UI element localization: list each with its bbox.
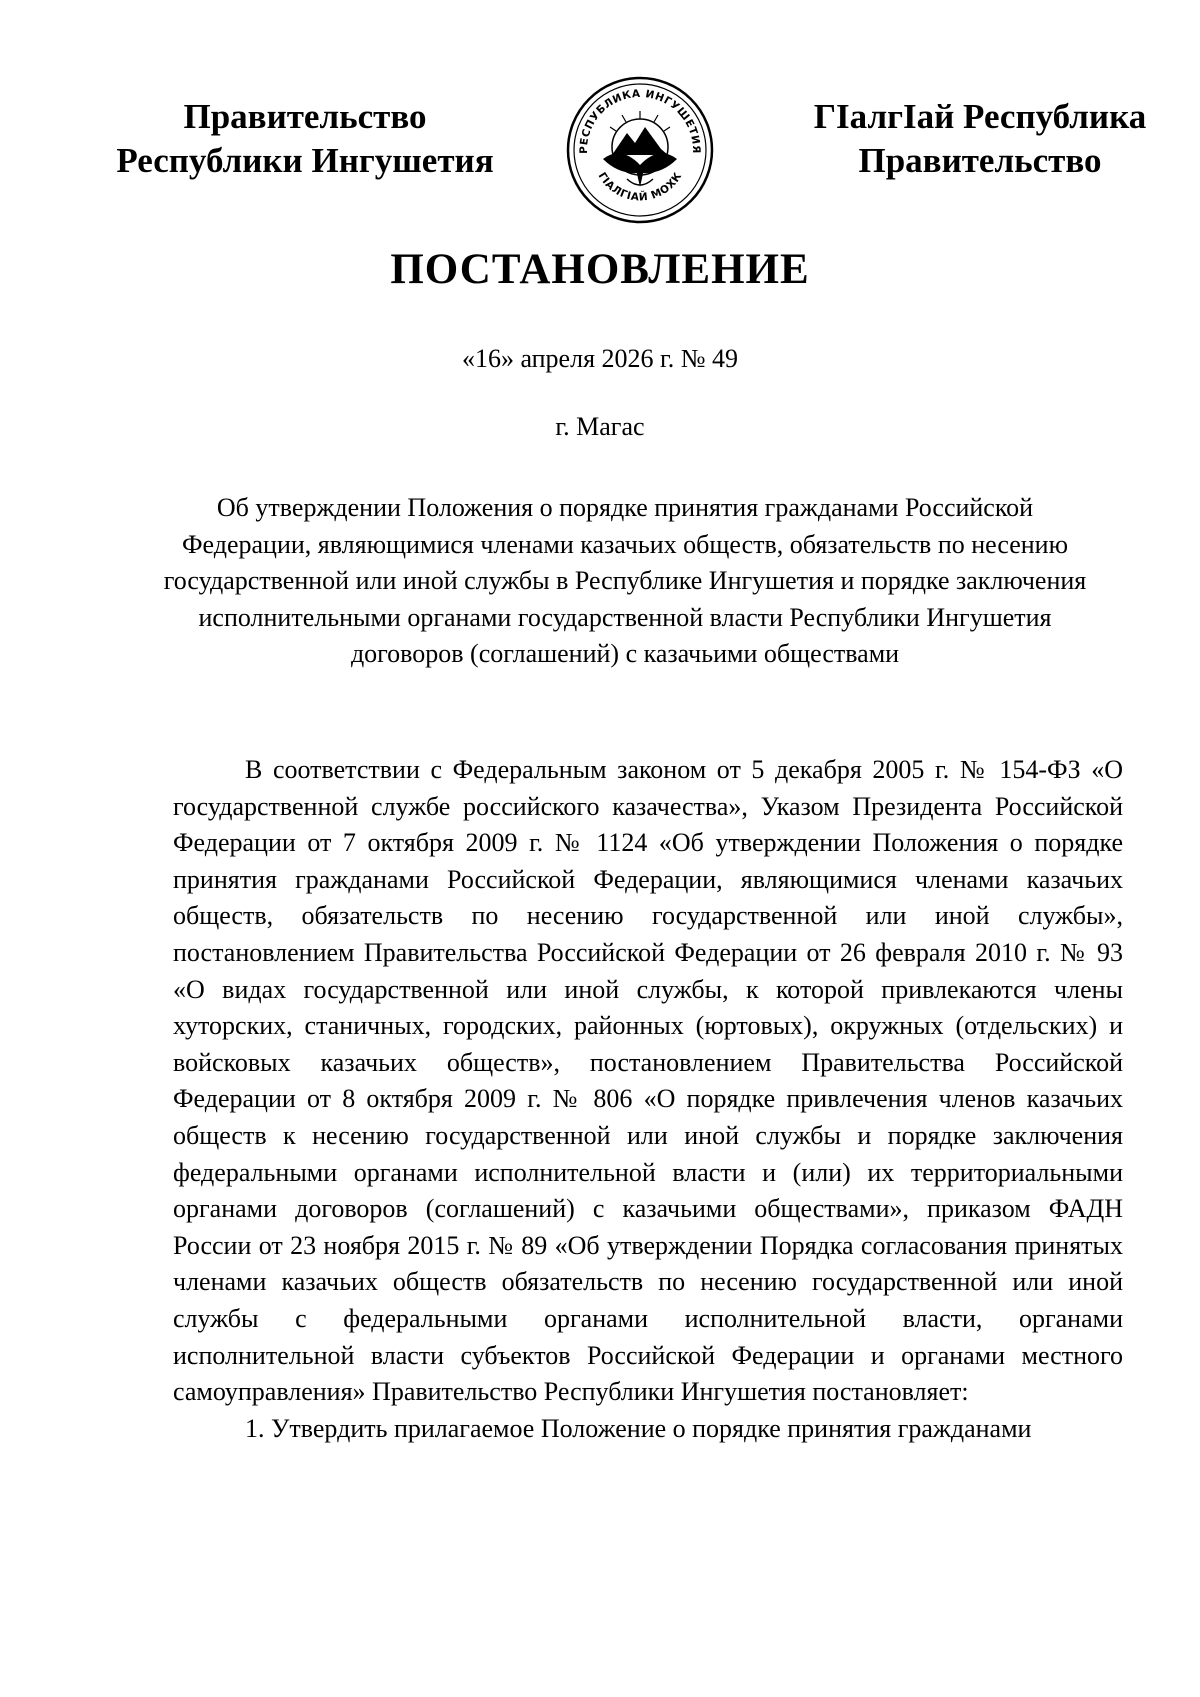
document-body	[173, 752, 1123, 1447]
preamble-paragraph: В соответствии с Федеральным законом от 5 декабря 2005 г. № 154-ФЗ «О государственной службе российского казачества», Указом Президента Российской Федерации от 7 октября 2009 г. № 1124 «Об утверждении Положения о порядке принятия гражданами Российской Федерации, являющимися членами казачьих обществ, обязательств по несению государственной или иной службы», постановлением Правительства Российской Федерации от 26 февраля 2010 г. № 93 «О видах государственной или иной службы, к которой привлекаются члены хуторских, станичных, городских, районных (юртовых), окружных (отдельских) и войсковых казачьих обществ», постановлением Правительства Российской Федерации от 8 октября 2009 г. № 806 «О порядке привлечения членов казачьих обществ к несению государственной или иной службы и порядке заключения федеральными органами исполнительной власти и (или) их территориальными органами договоров (соглашений) с казачьими обществами», приказом ФАДН России от 23 ноября 2015 г. № 89 «Об утверждении Порядка согласования принятых членами казачьих обществ обязательств по несению государственной или иной службы с федеральными органами исполнительной власти, органами исполнительной власти субъектов Российской Федерации и органами местного самоуправления» Правительство Республики Ингушетия постановляет:	[173, 755, 1123, 1407]
document-city: г. Магас	[555, 412, 645, 441]
letterhead-left-line2: Республики Ингушетия	[116, 141, 494, 180]
letterhead-right-line1: ГIалгIай Республика	[813, 97, 1147, 136]
emblem-text-bottom: ГIАЛГIАЙ МОХК	[595, 170, 685, 204]
item-1-paragraph: 1. Утвердить прилагаемое Положение о порядке принятия гражданами	[245, 1413, 1032, 1443]
coat-of-arms-emblem-icon	[565, 75, 715, 225]
letterhead-russian	[105, 95, 505, 183]
letterhead	[0, 87, 1200, 245]
letterhead-left-line1: Правительство	[183, 97, 427, 136]
document-date-number: «16» апреля 2026 г. № 49	[461, 344, 739, 373]
document-subject: Об утверждении Положения о порядке принятия гражданами Российской Федерации, являющимися членами казачьих обществ, обязательств по несению государственной или иной службы в Республике Ингушетия и порядке заключения исполнительными органами государственной власти Республики Ингушетия договоров (соглашений) с казачьими обществами	[163, 493, 1087, 669]
document-title: ПОСТАНОВЛЕНИЕ	[390, 246, 810, 293]
letterhead-ingush	[790, 95, 1170, 183]
emblem-text-top: РЕСПУБЛИКА ИНГУШЕТИЯ	[577, 87, 703, 154]
letterhead-right-line2: Правительство	[858, 141, 1102, 180]
